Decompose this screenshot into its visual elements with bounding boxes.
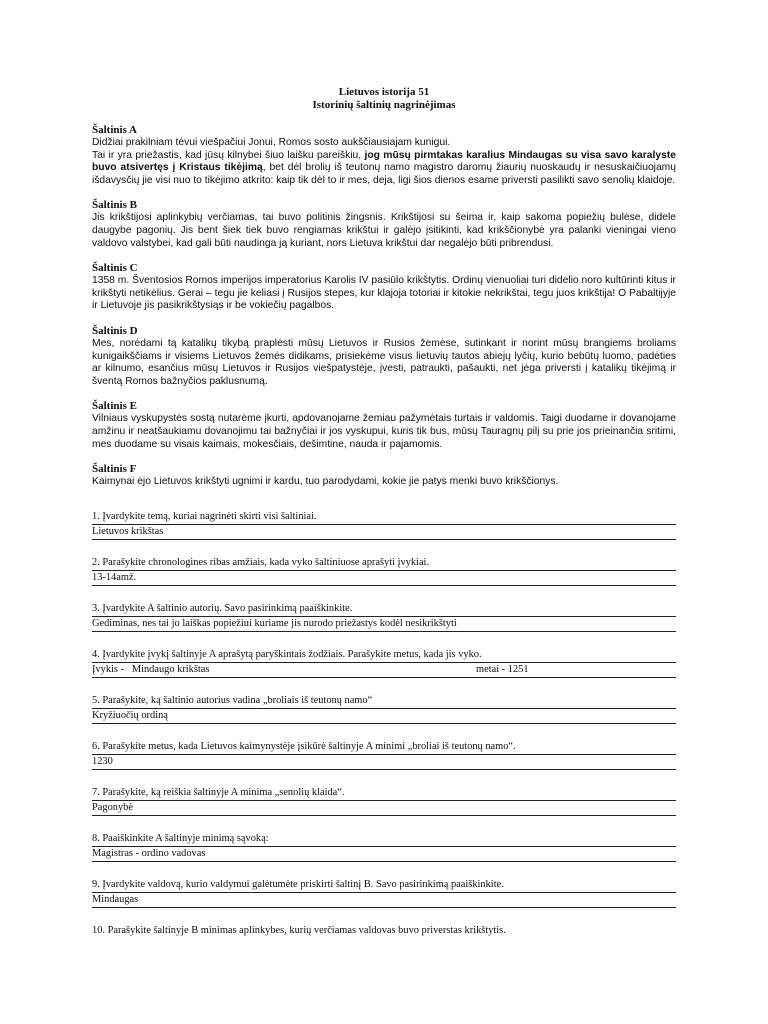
source-e [92, 400, 676, 451]
source-text [92, 137, 676, 187]
question-text: 8. Paaiškinkite A šaltinyje minimą sąvoką: [92, 833, 676, 847]
source-heading: Šaltinis E [92, 400, 137, 413]
source-c [92, 262, 676, 313]
source-heading: Šaltinis D [92, 324, 138, 337]
source-text-part: , bet dėl brolių iš teutonų namo magistro daromų žiaurių nuoskaudų ir nesuskaičiuojamų išdavysčių jie visi nuo to tikėjimo atkrito: kaip tik dėl to ir mes, deja, ligi šios dienos esame priversti pasilikti savo senolių klaidoje. [92, 162, 676, 186]
answer-text: Pagonybė [92, 801, 133, 813]
question-text: 6. Parašykite metus, kada Lietuvos kaimynystėje įsikūrė šaltinyje A minimi „broliai iš teutonų namo“. [92, 741, 676, 755]
answer-field[interactable] [92, 893, 676, 908]
question-10 [92, 925, 676, 938]
answer-field[interactable] [92, 663, 676, 678]
answer-text: 13-14amž. [92, 571, 137, 583]
source-heading: Šaltinis C [92, 262, 138, 275]
answer-text: Gediminas, nes tai jo laiškas popiežiui kuriame jis nurodo priežastys kodėl nesikrikštyti [92, 617, 457, 629]
question-text: 10. Parašykite šaltinyje B minimas aplinkybes, kurių verčiamas valdovas buvo priverstas krikštytis. [92, 924, 506, 936]
answer-field[interactable] [92, 801, 676, 816]
question-text: 5. Parašykite, ką šaltinio autorius vadina „broliais iš teutonų namo“ [92, 695, 676, 709]
question-text: 7. Parašykite, ką reiškia šaltinyje A minima „senolių klaida“. [92, 787, 676, 801]
document-subtitle: Istorinių šaltinių nagrinėjimas [312, 99, 456, 111]
document-title: Lietuvos istorija 51 [338, 86, 430, 98]
source-text-part: Didžiai prakilniam tėvui viešpačiui Jonui, Romos sosto aukščiausiajam kunigui. Tai ir yra priežastis, kad jūsų kilnybei šiuo laišku pareiškiu, [92, 137, 451, 161]
answer-field[interactable] [92, 525, 676, 540]
answer-field[interactable] [92, 847, 676, 862]
worksheet-page [92, 86, 676, 955]
question-7 [92, 787, 676, 816]
source-text: Vilniaus vyskupystės sostą nutarėme įkurti, apdovanojame žemiau pažymėtais turtais ir valdomis. Taigi duodame ir dovanojame amžinu ir neatšaukiamu dovanojimu tai bažnyčiai ir jos vyskupui, kuris tik bus, mūsų Tauragnų pilį su prie jos prieinančia sritimi, mes duodame su visais kaimais, mokesčiais, dešimtine, nauda ir pajamomis. [92, 413, 676, 450]
question-text: 9. Įvardykite valdovą, kurio valdymui galėtumėte priskirti šaltinį B. Savo pasirinkimą paaiškinkite. [92, 879, 676, 893]
question-2 [92, 557, 676, 586]
answer-text: Lietuvos krikštas [92, 525, 164, 537]
answer-text: Įvykis - Mindaugo krikštas [92, 663, 210, 675]
answer-field[interactable] [92, 709, 676, 724]
answer-text: Magistras - ordino vadovas [92, 847, 206, 859]
answer-text: 1230 [92, 755, 113, 767]
question-5 [92, 695, 676, 724]
question-text: 1. Įvardykite temą, kuriai nagrinėti skirti visi šaltiniai. [92, 511, 676, 525]
question-6 [92, 741, 676, 770]
source-b [92, 199, 676, 250]
source-text: Kaimynai ėjo Lietuvos krikštyti ugnimi ir kardu, tuo parodydami, kokie jie patys menki buvo krikščionys. [92, 476, 559, 488]
question-text: 4. Įvardykite įvykį šaltinyje A aprašytą paryškintais žodžiais. Parašykite metus, kada jis vyko. [92, 649, 676, 663]
question-4 [92, 649, 676, 678]
document-header [92, 86, 676, 112]
source-text: Jis krikštijosi aplinkybių verčiamas, tai buvo politinis žingsnis. Krikštijosi su šeima ir, kaip sakoma popiežių bulėse, didele daugybe pagonių. Jis bent šiek tiek buvo rengiamas krikštui ir galėjo įsitikinti, kad krikščionybė yra palanki vieningai vieno valdovo valstybei, kad gali būti naudinga ją kuriant, nors Lietuva krikštui dar negalėjo būti pribrendusi. [92, 212, 676, 249]
question-9 [92, 879, 676, 908]
source-text: Mes, norėdami tą katalikų tikybą praplėsti mūsų Lietuvos ir Rusios žemėse, sutinkant ir norint mūsų brangiems broliams kunigaikščiams ir visiems Lietuvos žemės didikams, prisiekėme visus lietuvių tautos abiejų lyčių, kurio bebūtų luomo, padėties ar kilnumo, esančius mūsų Lietuvos ir Rusijos viešpatystėje, įvesti, patraukti, pašaukti, net jėga priversti į katalikų tikėjimą ir šventą Romos bažnyčios paklusnumą. [92, 337, 676, 387]
source-a [92, 124, 676, 187]
source-d [92, 325, 676, 388]
question-text: 3. Įvardykite A šaltinio autorių. Savo pasirinkimą paaiškinkite. [92, 603, 676, 617]
source-bold-text: jog mūsų pirmtakas karalius Mindaugas su visa savo karalyste buvo atsivertęs į Kristaus tikėjimą [92, 149, 676, 174]
source-heading: Šaltinis B [92, 199, 137, 212]
question-1 [92, 511, 676, 540]
answer-text: Mindaugas [92, 893, 139, 905]
answer-field[interactable] [92, 755, 676, 770]
source-text: 1358 m. Šventosios Romos imperijos imperatorius Karolis IV pasiūlo krikštytis. Ordinų vienuoliai turi didelio noro kultūrinti kitus ir krikštyti netikėlius. Gerai – tegu jie keliasi į Rusijos stepes, kur klajoja totoriai ir kitokie nekrikštai, tegu juos krikštija! O Pabaltijyje ir Lietuvoje jis pasikrikštysiąs ir be vokiečių pagalbos. [92, 275, 676, 312]
question-text: 2. Parašykite chronologines ribas amžiais, kada vyko šaltiniuose aprašyti įvykiai. [92, 557, 676, 571]
source-f [92, 463, 676, 489]
questions-list [92, 511, 676, 938]
answer-field[interactable] [92, 617, 676, 632]
source-heading: Šaltinis F [92, 463, 137, 476]
source-heading: Šaltinis A [92, 124, 137, 136]
answer-text: Kryžiuočių ordiną [92, 709, 168, 721]
answer-field[interactable] [92, 571, 676, 586]
answer-year: metai - 1251 [476, 663, 529, 675]
question-3 [92, 603, 676, 632]
question-8 [92, 833, 676, 862]
